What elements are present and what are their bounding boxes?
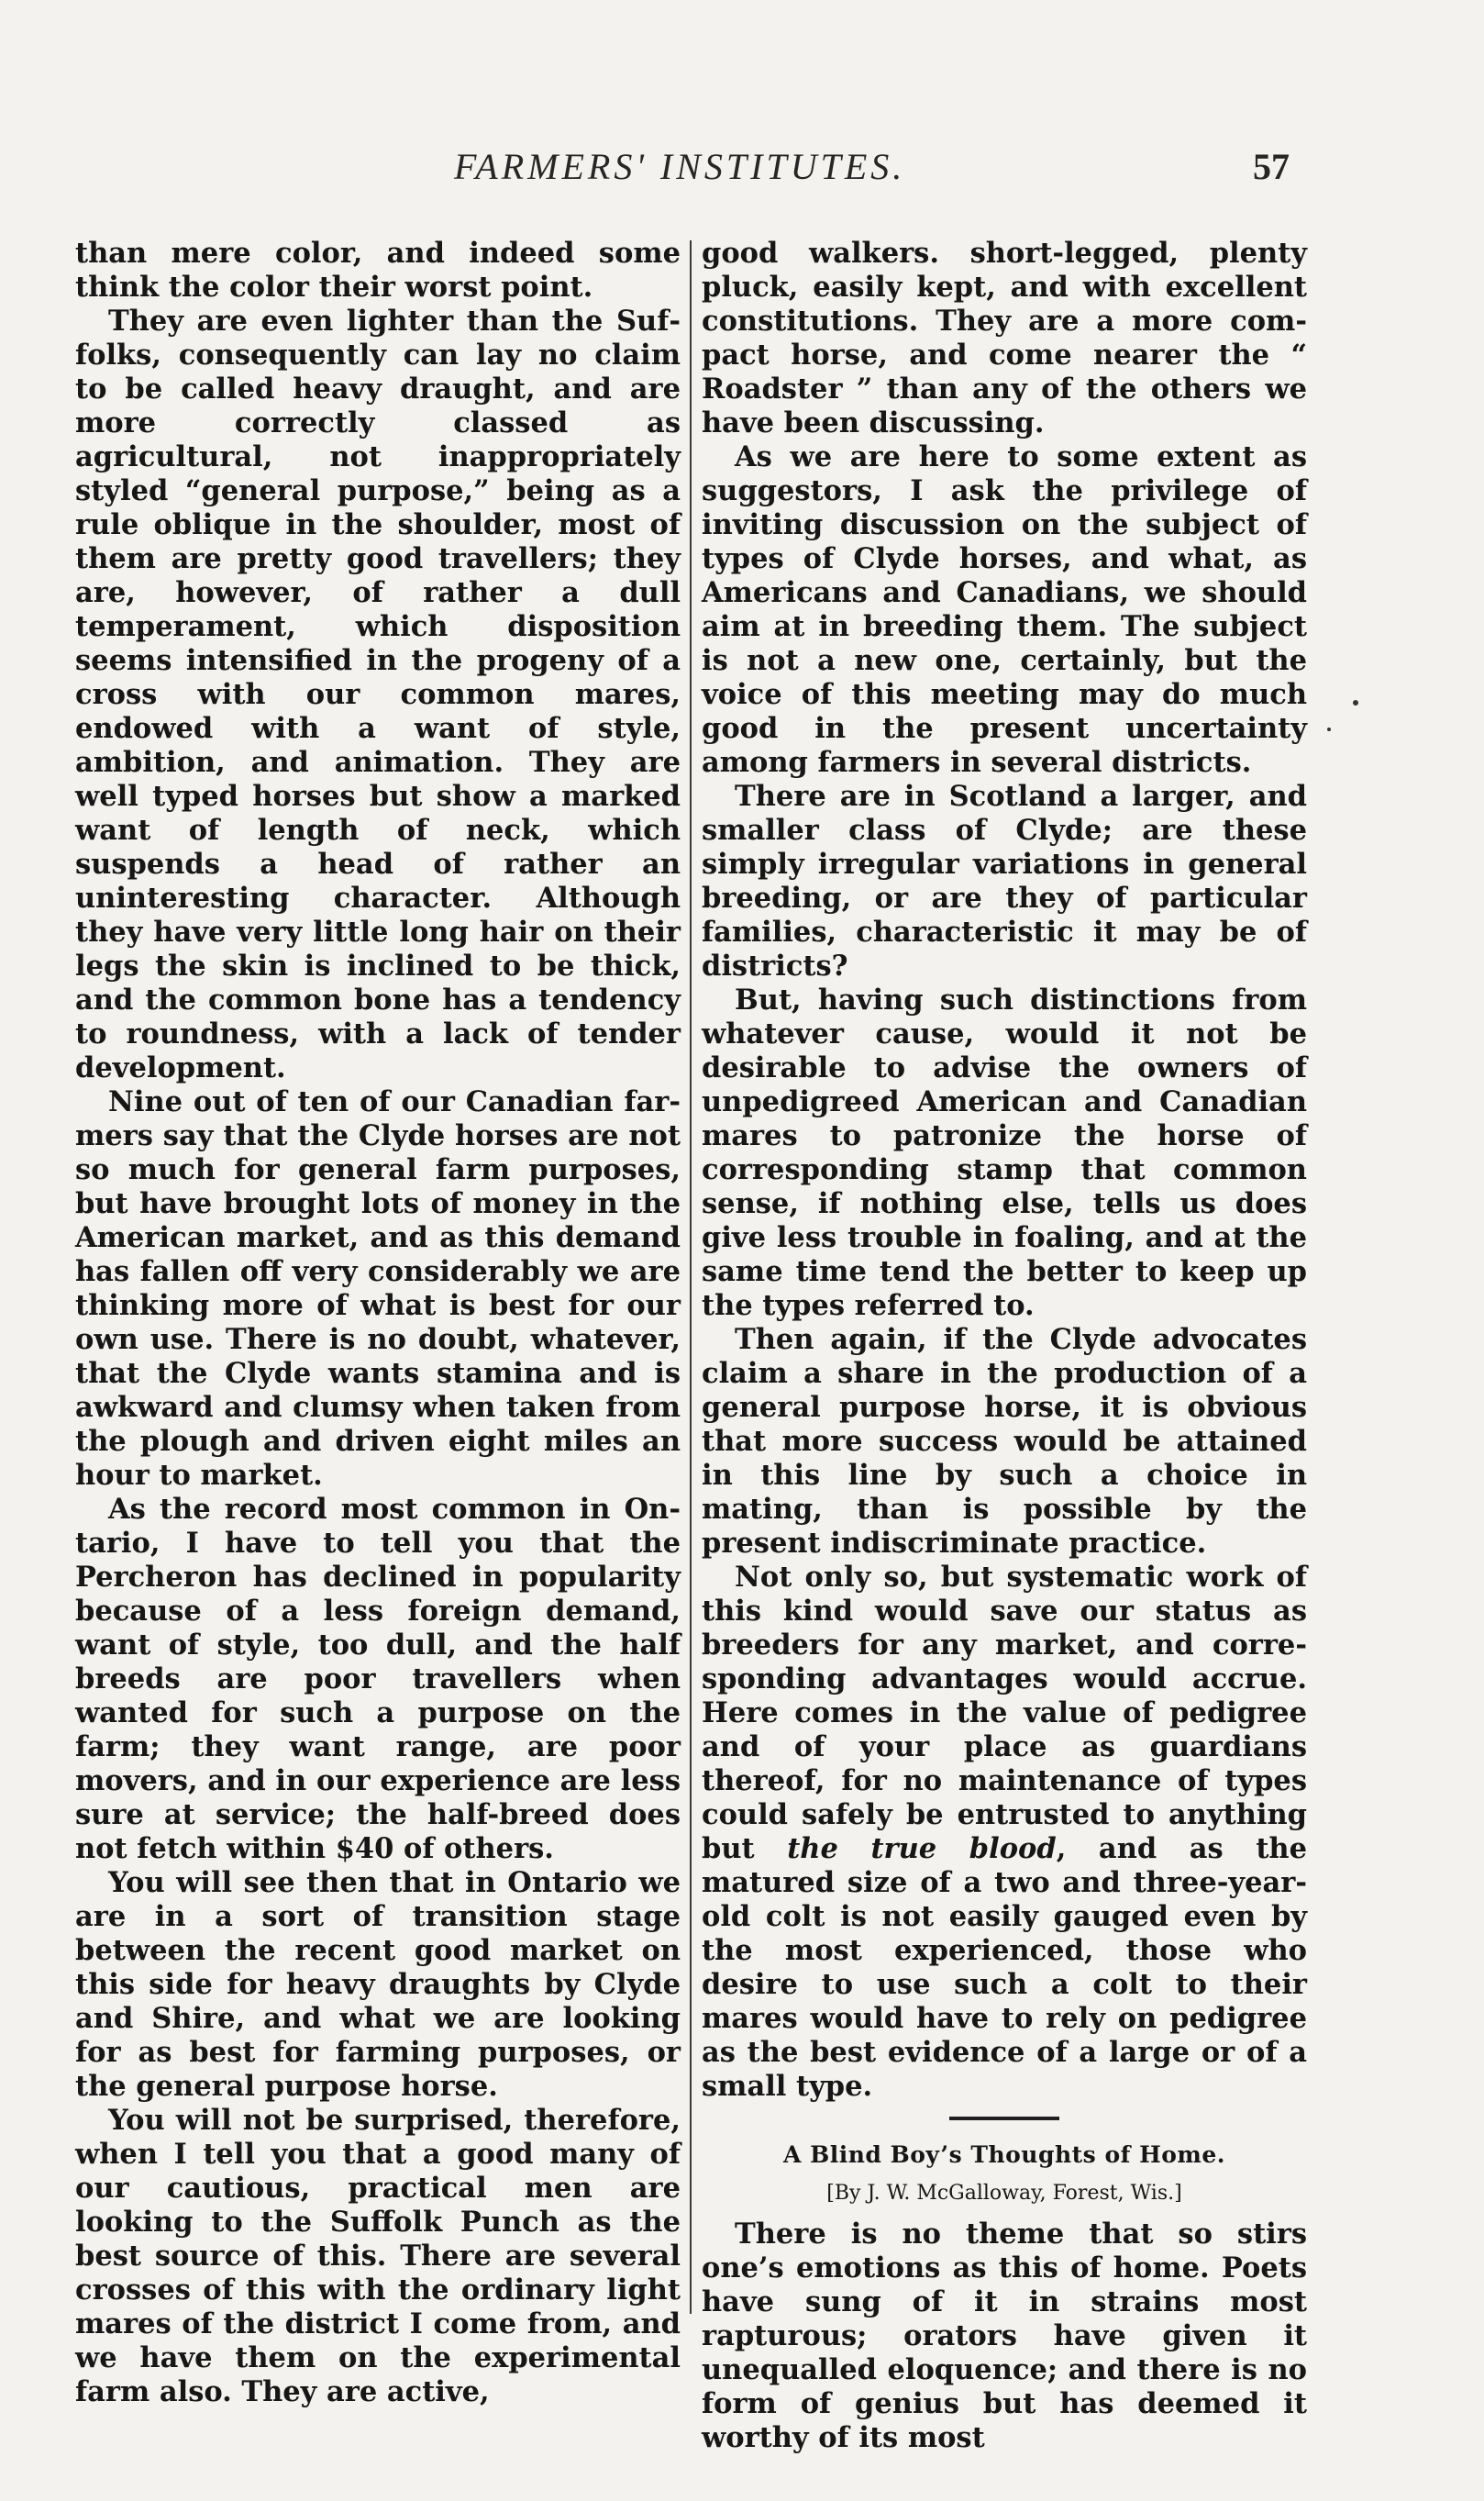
column-divider xyxy=(690,240,692,2314)
ink-speck xyxy=(1353,700,1358,706)
right-column xyxy=(702,237,1307,2455)
paragraph: good walkers. short-legged, plenty pluck, easily kept, and with excellent constitutions. They are a more compact horse, and come nearer the “ Roadster ” than any of the others we have been discussing. xyxy=(702,237,1307,439)
left-column xyxy=(75,237,681,2409)
running-title: FARMERS' INSTITUTES. xyxy=(454,146,906,187)
running-header xyxy=(0,145,1484,200)
section-divider xyxy=(949,2117,1059,2120)
paragraph: They are even lighter than the Suffolks, consequently can lay no claim to be called heavy draught, and are more correctly classed as agricultural, not inappropriately styled “general purpose,” being as a rule oblique in the shoulder, most of them are pretty good travellers; they are, however, of rather a dull temperament, which disposition seems intensified in the progeny of a cross with our common mares, endowed with a want of style, ambition, and animation. They are well typed horses but show a marked want of length of neck, which suspends a head of rather an uninteresting character. Although they have very little long hair on their legs the skin is inclined to be thick, and the common bone has a tendency to roundness, with a lack of tender development. xyxy=(75,305,681,1084)
paragraph: There is no theme that so stirs one’s emotions as this of home. Poets have sung of it in strains most rapturous; orators have given it unequalled eloquence; and there is no form of genius but has deemed it worthy of its most xyxy=(702,2218,1307,2454)
paragraph: You will see then that in Ontario we are in a sort of transition stage between the recent good market on this side for heavy draughts by Clyde and Shire, and what we are looking for as best for farming purposes, or the general purpose horse. xyxy=(75,1866,681,2103)
paragraph: There are in Scotland a larger, and smaller class of Clyde; are these simply irregular variations in general breeding, or are they of particular families, characteristic it may be of districts? xyxy=(702,780,1307,983)
paragraph: As the record most common in Ontario, I have to tell you that the Percheron has declined in popularity because of a less foreign demand, want of style, too dull, and the half breeds are poor travellers when wanted for such a purpose on the farm; they want range, are poor movers, and in our experience are less sure at service; the half-breed does not fetch within $40 of others. xyxy=(75,1493,681,1865)
paragraph xyxy=(702,1561,1307,2104)
page-number: 57 xyxy=(1253,146,1290,187)
text-run: Not only so, but systematic work of this kind would save our status as breeders for any market, and corresponding advantages would accrue. Here comes in the value of pedigree and of your place as guardians thereof, for no maintenance of types could safely be entrusted to anything but xyxy=(702,1561,1307,1865)
paragraph: than mere color, and indeed some think the color their worst point. xyxy=(75,237,681,304)
paragraph: You will not be surprised, therefore, when I tell you that a good many of our cautious, practical men are looking to the Suffolk Punch as the best source of this. There are several crosses of this with the ordinary light mares of the district I come from, and we have them on the experimental farm also. They are active, xyxy=(75,2104,681,2408)
article-title: A Blind Boy’s Thoughts of Home. xyxy=(783,2141,1225,2168)
ink-speck xyxy=(1327,728,1331,731)
text-run: , and as the matured size of a two and three-year-old colt is not easily gauged even by the most experienced, those who desire to use such a colt to their mares would have to rely on pedigree as the best evidence of a large or of a small type. xyxy=(702,1832,1307,2103)
paragraph: Then again, if the Clyde advocates claim a share in the production of a general purpose horse, it is obvious that more success would be attained in this line by such a choice in mating, than is possible by the present indiscriminate practice. xyxy=(702,1323,1307,1560)
paragraph: As we are here to some extent as suggestors, I ask the privilege of inviting discussion on the subject of types of Clyde horses, and what, as Americans and Canadians, we should aim at in breeding them. The subject is not a new one, certainly, but the voice of this meeting may do much good in the present uncertainty among farmers in several districts. xyxy=(702,440,1307,779)
article-byline: [By J. W. McGalloway, Forest, Wis.] xyxy=(826,2182,1182,2205)
italic-phrase: the true blood xyxy=(787,1832,1057,1865)
paragraph: Nine out of ten of our Canadian farmers say that the Clyde horses are not so much for general farm purposes, but have brought lots of money in the American market, and as this demand has fallen off very considerably we are thinking more of what is best for our own use. There is no doubt, whatever, that the Clyde wants stamina and is awkward and clumsy when taken from the plough and driven eight miles an hour to market. xyxy=(75,1085,681,1492)
paragraph: But, having such distinctions from whatever cause, would it not be desirable to advise the owners of unpedigreed American and Canadian mares to patronize the horse of corresponding stamp that common sense, if nothing else, tells us does give less trouble in foaling, and at the same time tend the better to keep up the types referred to. xyxy=(702,984,1307,1322)
